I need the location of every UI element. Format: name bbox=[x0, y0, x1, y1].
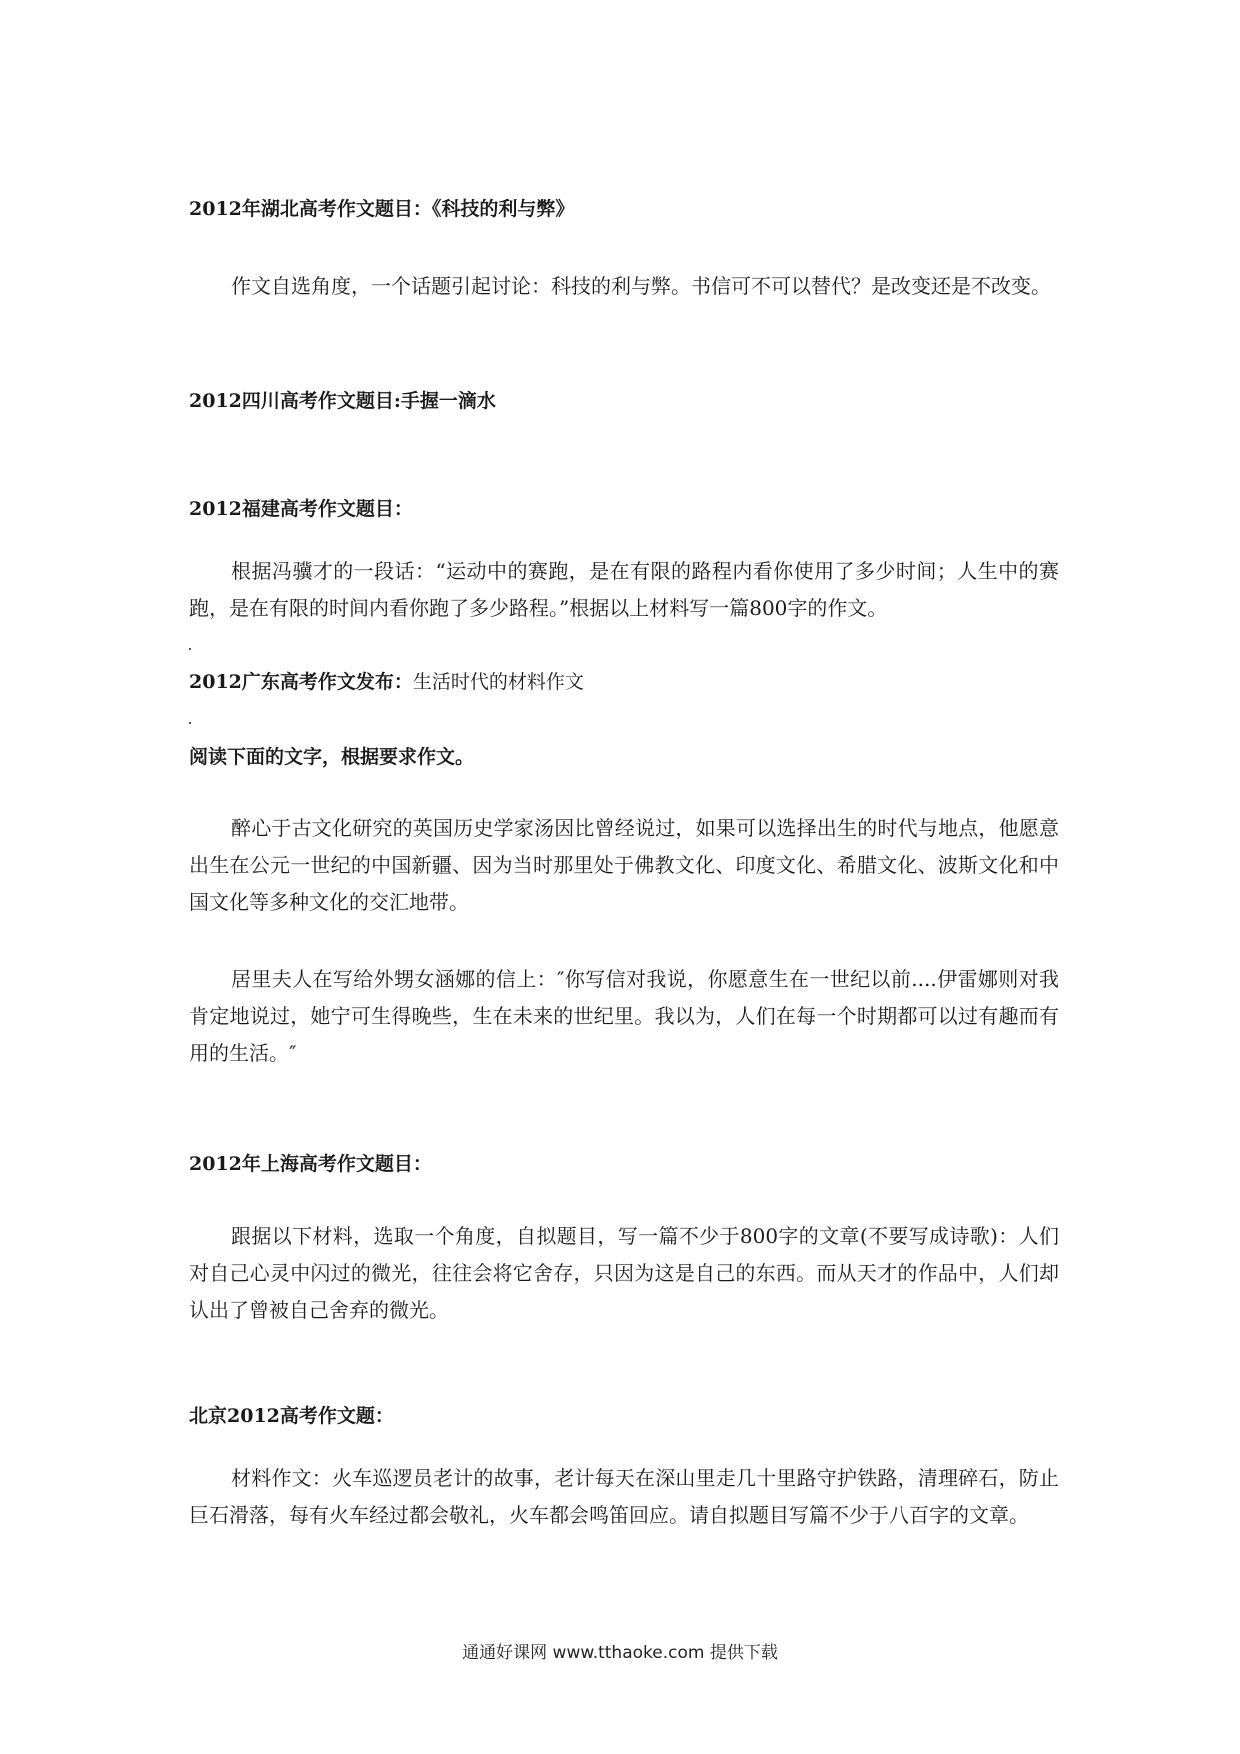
scan-artifact-dot bbox=[189, 648, 191, 650]
section-heading-guangdong-suffix: 生活时代的材料作文 bbox=[412, 671, 584, 693]
section-paragraph-beijing: 材料作文：火车巡逻员老计的故事，老计每天在深山里走几十里路守护铁路，清理碎石，防止巨石滑落，每有火车经过都会敬礼，火车都会鸣笛回应。请自拟题目写篇不少于八百字的文章。 bbox=[189, 1466, 1059, 1527]
section-paragraph-shanghai: 跟据以下材料，选取一个角度，自拟题目，写一篇不少于800字的文章(不要写成诗歌)：人们对自己心灵中闪过的微光，往往会将它舍存，只因为这是自己的东西。而从天才的作品中，人们却认出了曾被自己舍弃的微光。 bbox=[189, 1224, 1059, 1322]
section-heading-fujian: 2012福建高考作文题目： bbox=[189, 498, 413, 520]
section-paragraph-guangdong-1: 醉心于古文化研究的英国历史学家汤因比曾经说过，如果可以选择出生的时代与地点，他愿意出生在公元一世纪的中国新疆、因为当时那里处于佛教文化、印度文化、希腊文化、波斯文化和中国文化等多种文化的交汇地带。 bbox=[189, 816, 1059, 914]
scan-artifact-dot bbox=[189, 722, 191, 724]
section-heading-guangdong bbox=[189, 669, 584, 695]
section-paragraph-guangdong-2: 居里夫人在写给外甥女涵娜的信上：″你写信对我说，你愿意生在一世纪以前....伊雷娜则对我肯定地说过，她宁可生得晚些，生在未来的世纪里。我以为，人们在每一个时期都可以过有趣而有用的生活。″ bbox=[189, 967, 1059, 1065]
section-heading-guangdong-label: 2012广东高考作文发布： bbox=[189, 671, 413, 693]
section-heading-shanghai: 2012年上海高考作文题目： bbox=[189, 1153, 432, 1175]
section-heading-beijing: 北京2012高考作文题： bbox=[189, 1405, 394, 1427]
page-footer: 通通好课网 www.tthaoke.com 提供下载 bbox=[462, 1643, 778, 1663]
section-subheading-guangdong: 阅读下面的文字，根据要求作文。 bbox=[189, 746, 475, 768]
section-heading-sichuan: 2012四川高考作文题目:手握一滴水 bbox=[189, 390, 496, 412]
section-paragraph-hubei: 作文自选角度，一个话题引起讨论：科技的利与弊。书信可不可以替代？是改变还是不改变。 bbox=[231, 274, 1051, 298]
section-paragraph-fujian: 根据冯骥才的一段话：“运动中的赛跑，是在有限的路程内看你使用了多少时间；人生中的赛跑，是在有限的时间内看你跑了多少路程。”根据以上材料写一篇800字的作文。 bbox=[189, 559, 1059, 620]
section-heading-hubei: 2012年湖北高考作文题目：《科技的利与弊》 bbox=[189, 198, 575, 220]
